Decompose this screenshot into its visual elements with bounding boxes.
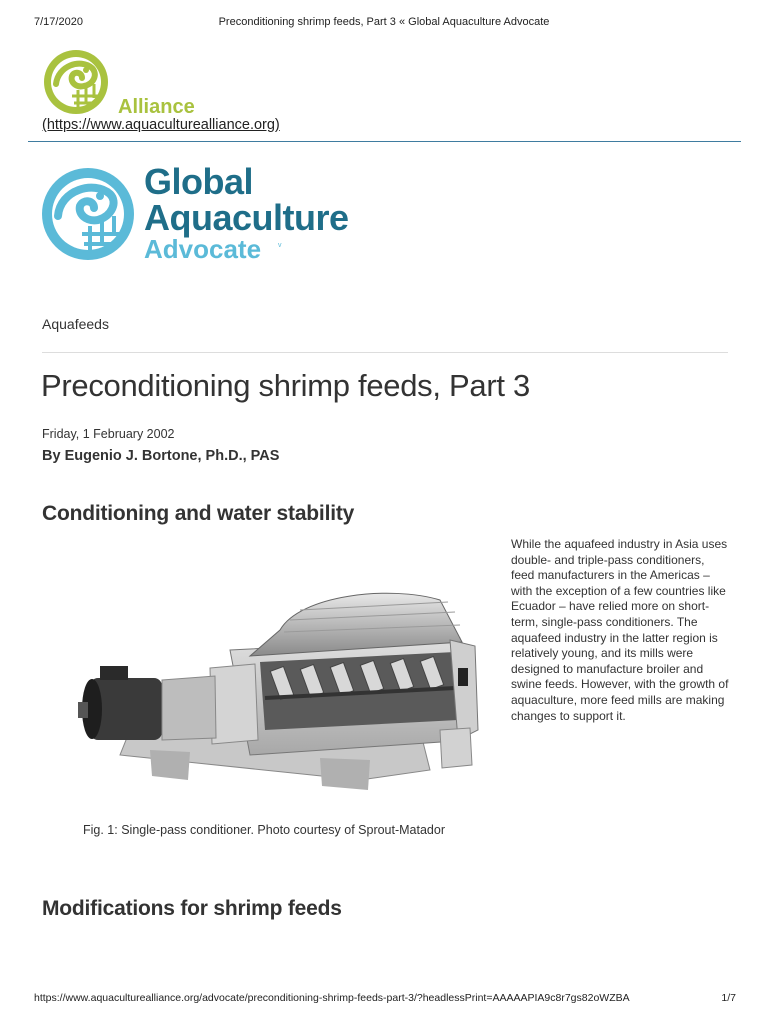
article-paragraph: While the aquafeed industry in Asia uses double- and triple-pass conditioners, feed manufacturers in the Americas – with the exception of a few countries like Ecuador – have relied more on short-term, single-pass conditioners. The aquafeed industry in the latter region is relatively young, and its mills were designed to manufacture broiler and swine feeds. However, with the growth of aquaculture, more feed mills are making changes to support it. (511, 537, 729, 723)
page-counter: 1/7 (721, 992, 736, 1004)
logo-trademark: v (278, 242, 282, 249)
conditioner-photo (70, 580, 482, 795)
category-link[interactable]: Aquafeeds (42, 316, 109, 332)
category-divider (42, 352, 728, 353)
article-title: Preconditioning shrimp feeds, Part 3 (41, 368, 530, 403)
print-header (0, 16, 768, 32)
global-aquaculture-advocate-logo (40, 162, 380, 266)
alliance-site-link[interactable]: (https://www.aquaculturealliance.org) (42, 117, 280, 133)
alliance-wordmark: Alliance (118, 96, 195, 118)
logo-word-advocate: Advocate (144, 234, 262, 264)
print-footer (0, 992, 768, 1006)
single-pass-conditioner-image (70, 580, 482, 795)
figure-caption: Fig. 1: Single-pass conditioner. Photo courtesy of Sprout-Matador (83, 823, 445, 837)
logo-word-aquaculture: Aquaculture (144, 197, 349, 238)
fish-globe-icon (40, 164, 140, 264)
fish-globe-icon (42, 46, 114, 118)
author-byline: By Eugenio J. Bortone, Ph.D., PAS (42, 448, 280, 464)
section-heading-modifications: Modifications for shrimp feeds (42, 897, 342, 920)
print-date: 7/17/2020 (34, 16, 83, 28)
alliance-logo[interactable] (42, 46, 212, 120)
logo-word-global: Global (144, 161, 254, 202)
print-page-url: https://www.aquaculturealliance.org/advocate/preconditioning-shrimp-feeds-part-3/?headlessPrint=AAAAAPIA9c8r7gs82oWZBA (34, 992, 630, 1004)
print-page-title: Preconditioning shrimp feeds, Part 3 « Global Aquaculture Advocate (218, 16, 550, 28)
section-heading-conditioning: Conditioning and water stability (42, 502, 355, 525)
header-divider (28, 141, 741, 142)
publish-date: Friday, 1 February 2002 (42, 427, 175, 441)
